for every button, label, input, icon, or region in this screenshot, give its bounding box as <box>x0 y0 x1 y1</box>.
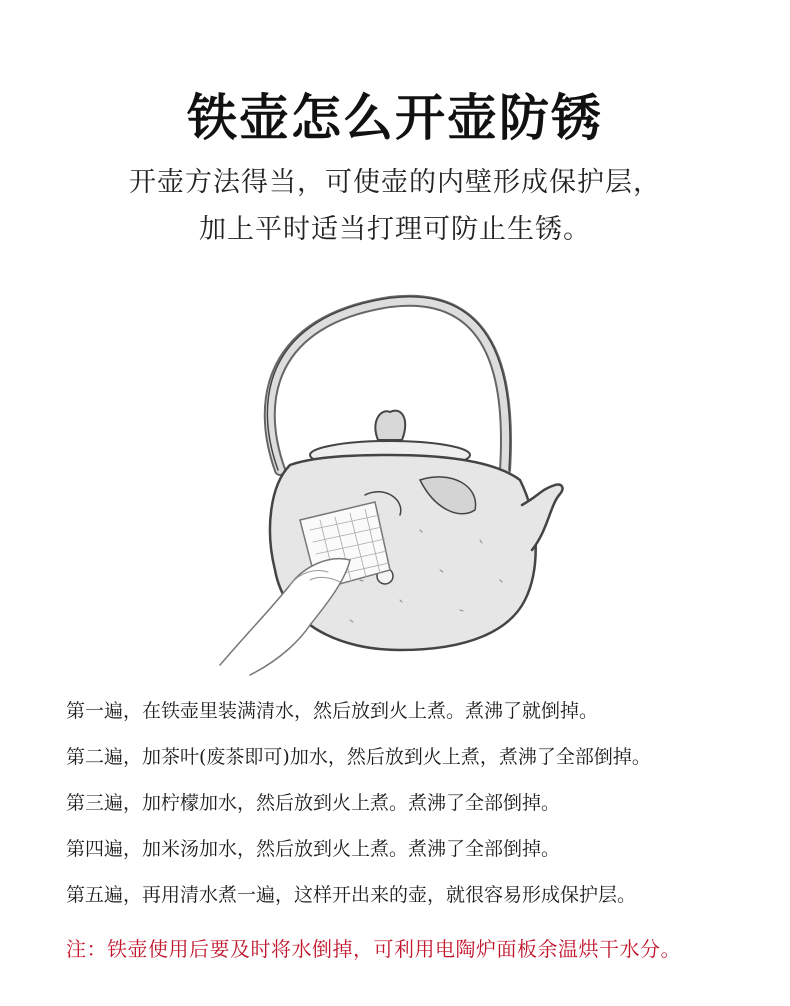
step-4: 第四遍，加米汤加水，然后放到火上煮。煮沸了全部倒掉。 <box>66 838 561 860</box>
teapot-illustration <box>160 280 630 680</box>
step-1: 第一遍，在铁壶里装满清水，然后放到火上煮。煮沸了就倒掉。 <box>66 700 599 722</box>
steps-list <box>66 700 766 930</box>
step-3: 第三遍，加柠檬加水，然后放到火上煮。煮沸了全部倒掉。 <box>66 792 561 814</box>
care-note: 注：铁壶使用后要及时将水倒掉，可利用电陶炉面板余温烘干水分。 <box>66 937 681 961</box>
step-2: 第二遍，加茶叶(废茶即可)加水，然后放到火上煮，煮沸了全部倒掉。 <box>66 746 651 768</box>
subtitle-line-2: 加上平时适当打理可防止生锈。 <box>199 214 591 245</box>
subtitle-line-1: 开壶方法得当，可使壶的内壁形成保护层， <box>129 167 661 198</box>
step-5: 第五遍，再用清水煮一遍，这样开出来的壶，就很容易形成保护层。 <box>66 884 637 906</box>
cast-iron-teapot-icon <box>220 297 562 675</box>
page-title: 铁壶怎么开壶防锈 <box>187 88 603 147</box>
